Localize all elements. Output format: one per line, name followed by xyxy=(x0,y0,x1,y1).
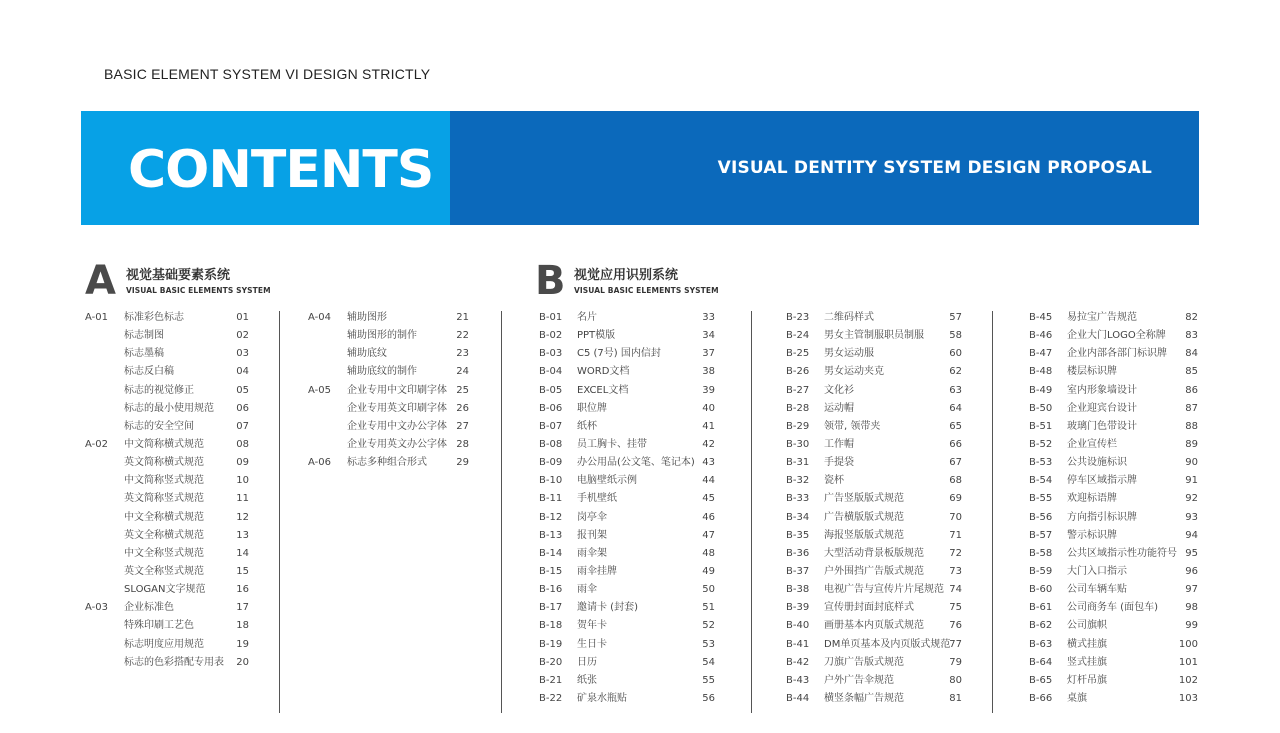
toc-entry-page: 40 xyxy=(702,402,715,414)
toc-entry-name: 瓷杯 xyxy=(824,475,844,487)
toc-entry-name: 宣传册封面封底样式 xyxy=(824,602,914,614)
toc-entry-name: C5 (7号) 国内信封 xyxy=(577,348,661,360)
toc-entry-name: 企业标准色 xyxy=(124,602,174,614)
toc-entry-page: 27 xyxy=(456,420,469,432)
toc-entry-page: 77 xyxy=(949,638,962,650)
toc-entry-name: 广告竖版版式规范 xyxy=(824,493,904,505)
toc-entry-page: 21 xyxy=(456,312,469,323)
toc-entry-name: 男女主管制服职员制服 xyxy=(824,330,924,342)
toc-entry-page: 09 xyxy=(236,457,249,469)
toc-entry-name: DM单页基本及内页版式规范 xyxy=(824,638,951,650)
toc-entry-name: 标志的色彩搭配专用表 xyxy=(124,656,224,668)
toc-entry-name: 文化衫 xyxy=(824,384,854,396)
toc-entry-page: 37 xyxy=(702,348,715,360)
toc-entry-code: B-13 xyxy=(539,529,563,541)
toc-entry-name: 楼层标识牌 xyxy=(1067,366,1117,378)
toc-entry-code: B-17 xyxy=(539,602,563,614)
toc-entry-name: 名片 xyxy=(577,312,597,323)
toc-entry-page: 83 xyxy=(1185,330,1198,342)
toc-entry-name: 欢迎标语牌 xyxy=(1067,493,1117,505)
toc-entry-page: 79 xyxy=(949,656,962,668)
column-divider xyxy=(992,311,993,713)
toc-entry-name: 标志墨稿 xyxy=(124,348,164,360)
toc-entry-name: 辅助图形 xyxy=(347,312,387,323)
toc-entry-page: 66 xyxy=(949,438,962,450)
toc-entry-page: 60 xyxy=(949,348,962,360)
toc-entry-page: 65 xyxy=(949,420,962,432)
toc-entry-code: B-37 xyxy=(786,565,810,577)
toc-entry-name: 企业大门LOGO全称牌 xyxy=(1067,330,1166,342)
toc-entry-name: 中文简称横式规范 xyxy=(124,438,204,450)
toc-entry-page: 50 xyxy=(702,584,715,596)
toc-entry-code: B-31 xyxy=(786,457,810,469)
toc-entry-code: B-56 xyxy=(1029,511,1053,523)
toc-entry-name: 标志的最小使用规范 xyxy=(124,402,214,414)
toc-entry-name: 标志多种组合形式 xyxy=(347,457,427,469)
toc-entry-name: 横式挂旗 xyxy=(1067,638,1107,650)
toc-entry-page: 67 xyxy=(949,457,962,469)
toc-entry-page: 52 xyxy=(702,620,715,632)
toc-entry-page: 20 xyxy=(236,656,249,668)
toc-entry-name: 特殊印刷工艺色 xyxy=(124,620,194,632)
toc-entry-code: B-48 xyxy=(1029,366,1053,378)
toc-entry-code: B-41 xyxy=(786,638,810,650)
column-divider xyxy=(751,311,752,713)
page-kicker: BASIC ELEMENT SYSTEM VI DESIGN STRICTLY xyxy=(104,66,431,82)
toc-entry-page: 98 xyxy=(1185,602,1198,614)
toc-entry-name: EXCEL文档 xyxy=(577,384,629,396)
toc-entry-code: B-57 xyxy=(1029,529,1053,541)
toc-entry-code: B-33 xyxy=(786,493,810,505)
toc-entry-name: 企业专用英文印刷字体 xyxy=(347,402,447,414)
toc-entry-name: 海报竖版版式规范 xyxy=(824,529,904,541)
toc-entry-page: 82 xyxy=(1185,312,1198,323)
toc-entry-page: 51 xyxy=(702,602,715,614)
toc-entry-code: B-46 xyxy=(1029,330,1053,342)
toc-entry-name: 停车区域指示牌 xyxy=(1067,475,1137,487)
toc-entry-page: 64 xyxy=(949,402,962,414)
toc-entry-name: PPT模版 xyxy=(577,330,616,342)
toc-entry-code: B-10 xyxy=(539,475,563,487)
toc-entry-code: B-12 xyxy=(539,511,563,523)
toc-entry-page: 41 xyxy=(702,420,715,432)
section-b-title: 视觉应用识别系统 xyxy=(574,268,679,283)
toc-entry-name: 玻璃门色带设计 xyxy=(1067,420,1137,432)
toc-entry-name: 办公用品(公文笔、笔记本) xyxy=(577,457,695,469)
toc-entry-name: 标志的视觉修正 xyxy=(124,384,194,396)
toc-entry-name: 大门入口指示 xyxy=(1067,565,1127,577)
toc-entry-page: 101 xyxy=(1178,656,1198,668)
toc-entry-code: B-30 xyxy=(786,438,810,450)
toc-entry-name: 贺年卡 xyxy=(577,620,607,632)
toc-entry-code: B-51 xyxy=(1029,420,1053,432)
toc-entry-name: 公司旗帜 xyxy=(1067,620,1107,632)
section-b-letter: B xyxy=(535,258,566,304)
toc-entry-name: 室内形象墙设计 xyxy=(1067,384,1137,396)
toc-entry-code: A-01 xyxy=(85,312,108,323)
toc-entry-code: B-61 xyxy=(1029,602,1053,614)
toc-entry-page: 01 xyxy=(236,312,249,323)
toc-entry-page: 45 xyxy=(702,493,715,505)
toc-entry-page: 97 xyxy=(1185,584,1198,596)
toc-entry-page: 92 xyxy=(1185,493,1198,505)
toc-entry-code: B-01 xyxy=(539,312,563,323)
toc-entry-page: 90 xyxy=(1185,457,1198,469)
toc-entry-name: 矿泉水瓶贴 xyxy=(577,692,627,704)
toc-entry-page: 85 xyxy=(1185,366,1198,378)
toc-entry-page: 16 xyxy=(236,584,249,596)
toc-entry-page: 57 xyxy=(949,312,962,323)
toc-entry-name: 生日卡 xyxy=(577,638,607,650)
toc-entry-page: 86 xyxy=(1185,384,1198,396)
toc-entry-name: 公司车辆车贴 xyxy=(1067,584,1127,596)
toc-entry-name: 运动帽 xyxy=(824,402,854,414)
toc-entry-page: 46 xyxy=(702,511,715,523)
toc-entry-code: B-03 xyxy=(539,348,563,360)
toc-entry-name: 中文全称竖式规范 xyxy=(124,547,204,559)
toc-entry-name: 标准彩色标志 xyxy=(124,312,184,323)
toc-entry-code: B-23 xyxy=(786,312,810,323)
toc-entry-code: B-35 xyxy=(786,529,810,541)
toc-entry-page: 10 xyxy=(236,475,249,487)
toc-entry-name: 公共区域指示性功能符号 xyxy=(1067,547,1177,559)
toc-entry-name: 易拉宝广告规范 xyxy=(1067,312,1137,323)
toc-entry-name: 企业迎宾台设计 xyxy=(1067,402,1137,414)
toc-entry-page: 56 xyxy=(702,692,715,704)
toc-entry-page: 17 xyxy=(236,602,249,614)
column-divider xyxy=(501,311,502,713)
toc-entry-code: A-06 xyxy=(308,457,331,469)
toc-entry-code: B-05 xyxy=(539,384,563,396)
toc-entry-code: B-07 xyxy=(539,420,563,432)
toc-entry-name: 职位牌 xyxy=(577,402,607,414)
toc-entry-name: 员工胸卡、挂带 xyxy=(577,438,647,450)
toc-entry-name: 电视广告与宣传片片尾规范 xyxy=(824,584,944,596)
toc-entry-name: 岗亭伞 xyxy=(577,511,607,523)
toc-entry-page: 53 xyxy=(702,638,715,650)
toc-entry-page: 89 xyxy=(1185,438,1198,450)
toc-entry-name: 户外围挡广告版式规范 xyxy=(824,565,924,577)
toc-entry-code: B-16 xyxy=(539,584,563,596)
toc-entry-name: 雨伞 xyxy=(577,584,597,596)
toc-entry-code: B-29 xyxy=(786,420,810,432)
toc-entry-name: 标志的安全空间 xyxy=(124,420,194,432)
page-title: CONTENTS xyxy=(128,140,434,200)
toc-entry-name: 报刊架 xyxy=(577,529,607,541)
toc-entry-code: B-21 xyxy=(539,674,563,686)
toc-entry-page: 33 xyxy=(702,312,715,323)
toc-entry-page: 76 xyxy=(949,620,962,632)
toc-entry-name: 手机壁纸 xyxy=(577,493,617,505)
toc-entry-code: B-04 xyxy=(539,366,563,378)
toc-entry-page: 18 xyxy=(236,620,249,632)
toc-entry-code: B-26 xyxy=(786,366,810,378)
toc-entry-name: 领带, 领带夹 xyxy=(824,420,881,432)
toc-entry-name: 公司商务车 (面包车) xyxy=(1067,602,1158,614)
toc-entry-page: 69 xyxy=(949,493,962,505)
toc-entry-code: B-65 xyxy=(1029,674,1053,686)
toc-entry-page: 28 xyxy=(456,438,469,450)
toc-entry-page: 34 xyxy=(702,330,715,342)
toc-entry-code: B-39 xyxy=(786,602,810,614)
toc-entry-page: 07 xyxy=(236,420,249,432)
toc-entry-name: 户外广告伞规范 xyxy=(824,674,894,686)
toc-entry-name: 方向指引标识牌 xyxy=(1067,511,1137,523)
toc-entry-page: 04 xyxy=(236,366,249,378)
toc-entry-page: 54 xyxy=(702,656,715,668)
toc-entry-name: 企业专用中文印刷字体 xyxy=(347,384,447,396)
toc-entry-name: SLOGAN文字规范 xyxy=(124,584,206,596)
toc-entry-name: 企业宣传栏 xyxy=(1067,438,1117,450)
toc-entry-name: 企业专用中文办公字体 xyxy=(347,420,447,432)
toc-entry-name: 企业专用英文办公字体 xyxy=(347,438,447,450)
toc-entry-page: 100 xyxy=(1178,638,1198,650)
toc-entry-page: 84 xyxy=(1185,348,1198,360)
toc-entry-name: 男女运动服 xyxy=(824,348,874,360)
toc-entry-name: 刀旗广告版式规范 xyxy=(824,656,904,668)
toc-entry-page: 62 xyxy=(949,366,962,378)
toc-entry-page: 81 xyxy=(949,692,962,704)
toc-entry-page: 68 xyxy=(949,475,962,487)
toc-entry-code: B-09 xyxy=(539,457,563,469)
toc-entry-page: 08 xyxy=(236,438,249,450)
toc-entry-code: B-55 xyxy=(1029,493,1053,505)
toc-entry-name: 辅助图形的制作 xyxy=(347,330,417,342)
toc-entry-page: 49 xyxy=(702,565,715,577)
toc-entry-name: 英文简称横式规范 xyxy=(124,457,204,469)
toc-entry-name: 邀请卡 (封套) xyxy=(577,602,638,614)
toc-entry-name: 纸张 xyxy=(577,674,597,686)
toc-entry-code: B-20 xyxy=(539,656,563,668)
toc-entry-code: B-49 xyxy=(1029,384,1053,396)
toc-entry-page: 94 xyxy=(1185,529,1198,541)
toc-entry-name: WORD文档 xyxy=(577,366,630,378)
toc-entry-page: 63 xyxy=(949,384,962,396)
toc-entry-page: 05 xyxy=(236,384,249,396)
toc-entry-name: 工作帽 xyxy=(824,438,854,450)
toc-entry-name: 雨伞挂牌 xyxy=(577,565,617,577)
toc-entry-name: 英文全称横式规范 xyxy=(124,529,204,541)
toc-entry-name: 英文简称竖式规范 xyxy=(124,493,204,505)
toc-entry-code: B-42 xyxy=(786,656,810,668)
toc-entry-name: 标志明度应用规范 xyxy=(124,638,204,650)
toc-entry-code: B-62 xyxy=(1029,620,1053,632)
toc-entry-name: 辅助底纹的制作 xyxy=(347,366,417,378)
toc-entry-page: 15 xyxy=(236,565,249,577)
toc-entry-page: 44 xyxy=(702,475,715,487)
toc-entry-page: 75 xyxy=(949,602,962,614)
toc-entry-page: 95 xyxy=(1185,547,1198,559)
toc-entry-page: 39 xyxy=(702,384,715,396)
toc-entry-name: 电脑壁纸示例 xyxy=(577,475,637,487)
toc-entry-name: 广告横版版式规范 xyxy=(824,511,904,523)
toc-entry-page: 99 xyxy=(1185,620,1198,632)
toc-entry-page: 48 xyxy=(702,547,715,559)
toc-entry-code: B-32 xyxy=(786,475,810,487)
toc-entry-name: 竖式挂旗 xyxy=(1067,656,1107,668)
toc-entry-name: 日历 xyxy=(577,656,597,668)
toc-entry-code: B-45 xyxy=(1029,312,1053,323)
toc-entry-code: A-04 xyxy=(308,312,331,323)
toc-entry-code: B-60 xyxy=(1029,584,1053,596)
toc-entry-page: 80 xyxy=(949,674,962,686)
toc-entry-name: 手提袋 xyxy=(824,457,854,469)
toc-entry-name: 标志反白稿 xyxy=(124,366,174,378)
toc-entry-page: 73 xyxy=(949,565,962,577)
toc-entry-page: 96 xyxy=(1185,565,1198,577)
toc-entry-code: B-47 xyxy=(1029,348,1053,360)
toc-entry-name: 标志制图 xyxy=(124,330,164,342)
toc-entry-code: B-28 xyxy=(786,402,810,414)
toc-entry-code: B-24 xyxy=(786,330,810,342)
toc-entry-name: 中文简称竖式规范 xyxy=(124,475,204,487)
toc-entry-name: 雨伞架 xyxy=(577,547,607,559)
toc-entry-code: B-52 xyxy=(1029,438,1053,450)
toc-entry-name: 横竖条幅广告规范 xyxy=(824,692,904,704)
toc-entry-code: B-44 xyxy=(786,692,810,704)
toc-entry-code: B-66 xyxy=(1029,692,1053,704)
toc-entry-name: 二维码样式 xyxy=(824,312,874,323)
toc-entry-code: B-40 xyxy=(786,620,810,632)
toc-entry-code: B-18 xyxy=(539,620,563,632)
toc-entry-page: 91 xyxy=(1185,475,1198,487)
toc-entry-code: A-03 xyxy=(85,602,108,614)
toc-entry-page: 14 xyxy=(236,547,249,559)
toc-entry-code: B-43 xyxy=(786,674,810,686)
toc-entry-code: B-34 xyxy=(786,511,810,523)
toc-entry-page: 58 xyxy=(949,330,962,342)
toc-entry-page: 03 xyxy=(236,348,249,360)
page-subtitle: VISUAL DENTITY SYSTEM DESIGN PROPOSAL xyxy=(717,158,1152,178)
toc-entry-code: B-11 xyxy=(539,493,563,505)
toc-entry-code: B-36 xyxy=(786,547,810,559)
toc-entry-page: 38 xyxy=(702,366,715,378)
toc-entry-name: 警示标识牌 xyxy=(1067,529,1117,541)
toc-entry-page: 13 xyxy=(236,529,249,541)
toc-entry-page: 06 xyxy=(236,402,249,414)
toc-entry-name: 男女运动夹克 xyxy=(824,366,884,378)
toc-entry-name: 大型活动背景板版规范 xyxy=(824,547,924,559)
toc-entry-page: 74 xyxy=(949,584,962,596)
toc-entry-code: B-63 xyxy=(1029,638,1053,650)
toc-entry-page: 02 xyxy=(236,330,249,342)
toc-entry-code: A-05 xyxy=(308,384,331,396)
toc-entry-name: 桌旗 xyxy=(1067,692,1087,704)
toc-entry-name: 纸杯 xyxy=(577,420,597,432)
toc-entry-page: 102 xyxy=(1178,674,1198,686)
toc-entry-page: 93 xyxy=(1185,511,1198,523)
toc-entry-code: B-38 xyxy=(786,584,810,596)
toc-entry-page: 22 xyxy=(456,330,469,342)
column-divider xyxy=(279,311,280,713)
toc-entry-page: 47 xyxy=(702,529,715,541)
toc-entry-page: 19 xyxy=(236,638,249,650)
toc-entry-code: B-25 xyxy=(786,348,810,360)
toc-entry-name: 企业内部各部门标识牌 xyxy=(1067,348,1167,360)
toc-entry-page: 26 xyxy=(456,402,469,414)
toc-entry-page: 23 xyxy=(456,348,469,360)
toc-entry-code: B-50 xyxy=(1029,402,1053,414)
toc-entry-page: 43 xyxy=(702,457,715,469)
toc-entry-page: 70 xyxy=(949,511,962,523)
toc-entry-name: 灯杆吊旗 xyxy=(1067,674,1107,686)
toc-entry-page: 72 xyxy=(949,547,962,559)
toc-entry-page: 29 xyxy=(456,457,469,469)
toc-entry-code: B-15 xyxy=(539,565,563,577)
toc-entry-page: 88 xyxy=(1185,420,1198,432)
toc-entry-code: B-53 xyxy=(1029,457,1053,469)
toc-entry-page: 87 xyxy=(1185,402,1198,414)
toc-entry-page: 42 xyxy=(702,438,715,450)
toc-entry-page: 71 xyxy=(949,529,962,541)
toc-entry-page: 11 xyxy=(236,493,249,505)
toc-entry-page: 12 xyxy=(236,511,249,523)
toc-entry-code: B-02 xyxy=(539,330,563,342)
toc-entry-code: B-59 xyxy=(1029,565,1053,577)
toc-entry-code: B-54 xyxy=(1029,475,1053,487)
toc-entry-name: 画册基本内页版式规范 xyxy=(824,620,924,632)
toc-entry-name: 英文全称竖式规范 xyxy=(124,565,204,577)
toc-entry-code: B-08 xyxy=(539,438,563,450)
section-a-letter: A xyxy=(85,258,116,304)
toc-entry-code: B-27 xyxy=(786,384,810,396)
toc-entry-code: B-14 xyxy=(539,547,563,559)
toc-entry-code: B-58 xyxy=(1029,547,1053,559)
section-a-subtitle: VISUAL BASIC ELEMENTS SYSTEM xyxy=(126,286,271,295)
toc-entry-code: B-64 xyxy=(1029,656,1053,668)
toc-entry-page: 103 xyxy=(1178,692,1198,704)
section-b-subtitle: VISUAL BASIC ELEMENTS SYSTEM xyxy=(574,286,719,295)
toc-entry-page: 24 xyxy=(456,366,469,378)
toc-entry-code: B-06 xyxy=(539,402,563,414)
toc-entry-code: B-22 xyxy=(539,692,563,704)
toc-entry-page: 25 xyxy=(456,384,469,396)
toc-entry-page: 55 xyxy=(702,674,715,686)
toc-entry-code: A-02 xyxy=(85,438,108,450)
toc-entry-code: B-19 xyxy=(539,638,563,650)
toc-entry-name: 辅助底纹 xyxy=(347,348,387,360)
toc-entry-name: 中文全称横式规范 xyxy=(124,511,204,523)
toc-entry-name: 公共设施标识 xyxy=(1067,457,1127,469)
section-a-title: 视觉基础要素系统 xyxy=(126,268,231,283)
